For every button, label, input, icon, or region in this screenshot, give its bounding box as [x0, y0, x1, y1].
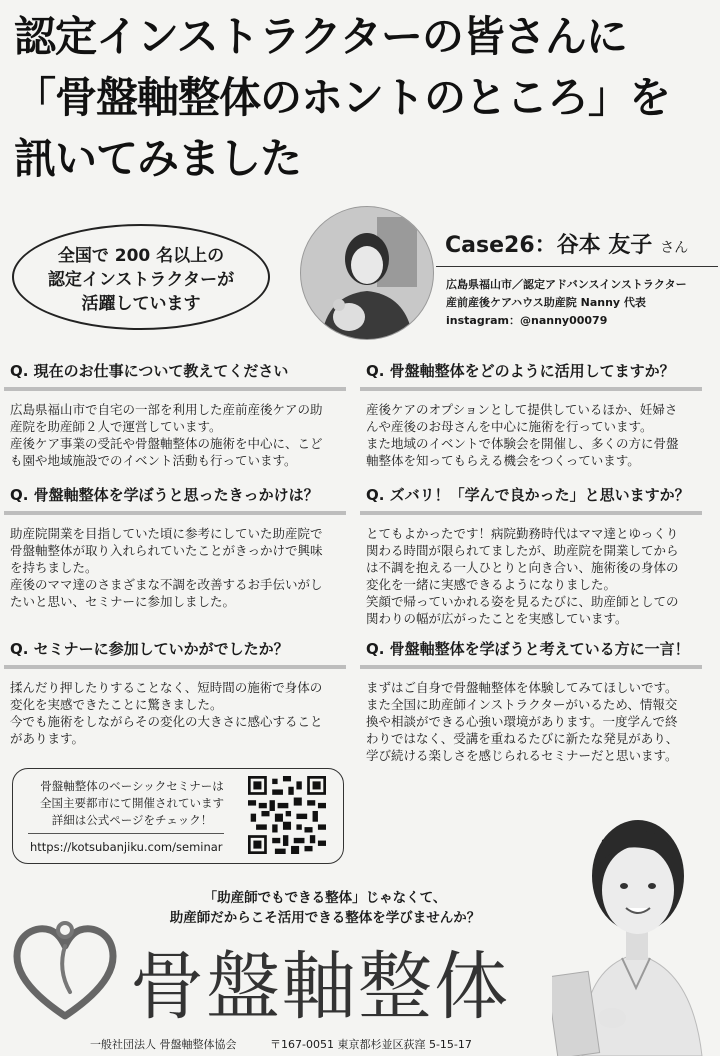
- answer-line: 助産院開業を目指していた頃に参考にしていた助産院で: [10, 526, 323, 541]
- nurse-photo: [552, 778, 720, 1056]
- seminar-divider: [28, 833, 224, 834]
- case-title: [445, 228, 688, 259]
- case-divider: [436, 266, 718, 267]
- answer-line: 今でも施術をしながらその変化の大きさに感心すること: [10, 714, 323, 729]
- answer-line: があります。: [10, 731, 85, 746]
- case-info: [446, 276, 687, 330]
- answer-line: 関わりの幅が広がったことを実感しています。: [366, 611, 628, 626]
- instructor-portrait-photo: [300, 206, 434, 340]
- answer-line: を持ちました。: [10, 560, 98, 575]
- answer-line: わりではなく、受講を重ねるたびに新たな発見があり、: [366, 731, 679, 746]
- question-heading: Q. 骨盤軸整体をどのように活用してますか？: [360, 356, 702, 391]
- answer-text: [360, 401, 702, 469]
- answer-line: 骨盤軸整体が取り入れられていたことがきっかけで興味: [10, 543, 323, 558]
- answer-text: [360, 525, 702, 627]
- seminar-url-link[interactable]: https://kotsubanjiku.com/seminar: [30, 840, 223, 854]
- footer-address: 〒167-0051 東京都杉並区荻窪 5-15-17: [270, 1038, 472, 1051]
- answer-line: 変化を実感できたことに驚きました。: [10, 697, 223, 712]
- answer-line: たいと思い、セミナーに参加しました。: [10, 594, 236, 609]
- question-heading: Q. 骨盤軸整体を学ぼうと考えている方に一言！: [360, 634, 702, 669]
- answer-line: 産院を助産師２人で運営しています。: [10, 419, 222, 434]
- answer-line: 笑顔で帰っていかれる姿を見るたびに、助産師としての: [366, 594, 679, 609]
- case-name: Case26：谷本 友子: [445, 233, 653, 258]
- question-heading: Q. ズバリ！「学んで良かった」と思いますか？: [360, 480, 702, 515]
- answer-line: また地域のイベントで体験会を開催し、多くの方に骨盤: [366, 436, 679, 451]
- answer-line: 広島県福山市で自宅の一部を利用した産前産後ケアの助: [10, 402, 323, 417]
- answer-line: また全国に助産師インストラクターがいるため、情報交: [366, 697, 678, 712]
- qa-was-it-good: [360, 480, 702, 627]
- footer-organization: 一般社団法人 骨盤軸整体協会: [90, 1038, 237, 1051]
- qr-code-icon[interactable]: [248, 776, 326, 854]
- seminar-line-3: 詳細は公式ページをチェック！: [51, 813, 213, 827]
- headline-line-1: 認定インストラクターの皆さんに: [14, 12, 627, 61]
- headline-line-3: 訊いてみました: [14, 134, 302, 183]
- call-to-action: [100, 888, 550, 928]
- qa-seminar-impression: [4, 634, 346, 747]
- headline-line-2: 「骨盤軸整体のホントのところ」を: [14, 73, 671, 122]
- cta-line-1: 「助産師でもできる整体」じゃなくて、: [203, 890, 447, 906]
- answer-line: 換や相談ができる心強い環境があります。一度学んで終: [366, 714, 678, 729]
- case-honorific: さん: [660, 240, 689, 256]
- question-heading: Q. 現在のお仕事について教えてください: [4, 356, 346, 391]
- question-heading: Q. 骨盤軸整体を学ぼうと思ったきっかけは？: [4, 480, 346, 515]
- case-instagram: instagram：@nanny00079: [446, 314, 608, 327]
- answer-text: [360, 679, 702, 764]
- answer-line: 関わる時間が限られてましたが、助産院を開業してから: [366, 543, 679, 558]
- qa-motivation: [4, 480, 346, 610]
- brand-logotype: 骨盤軸整体: [130, 944, 510, 1030]
- answer-line: 産後ケアのオプションとして提供しているほか、妊婦さ: [366, 402, 678, 417]
- answer-line: も園や地域施設でのイベント活動も行っています。: [10, 453, 297, 468]
- answer-line: は不調を抱える一人ひとりと向き合い、施術後の身体の: [366, 560, 679, 575]
- answer-line: 学び続ける楽しさを感じられるセミナーだと思います。: [366, 748, 678, 763]
- answer-line: まずはご自身で骨盤軸整体を体験してみてほしいです。: [366, 680, 678, 695]
- answer-line: 産後ケア事業の受託や骨盤軸整体の施術を中心に、こど: [10, 436, 323, 451]
- seminar-line-1: 骨盤軸整体のベーシックセミナーは: [40, 779, 224, 793]
- question-heading: Q. セミナーに参加していかがでしたか？: [4, 634, 346, 669]
- answer-line: とてもよかったです！病院勤務時代はママ達とゆっくり: [366, 526, 679, 541]
- portrait-figure-icon: [301, 207, 433, 339]
- qa-how-used: [360, 356, 702, 469]
- instructor-count-bubble: [12, 224, 270, 330]
- answer-text: [4, 525, 346, 610]
- qa-current-work: [4, 356, 346, 469]
- answer-text: [4, 679, 346, 747]
- bubble-line-2: 認定インストラクターが: [47, 270, 235, 290]
- heart-logo-icon: [10, 916, 120, 1026]
- seminar-info-text: [28, 778, 236, 829]
- case-organization: 産前産後ケアハウス助産院 Nanny 代表: [446, 296, 646, 309]
- answer-line: 揉んだり押したりすることなく、短時間の施術で身体の: [10, 680, 323, 695]
- bubble-line-3: 活躍しています: [81, 294, 201, 314]
- bubble-line-1: 全国で 200 名以上の: [57, 246, 225, 266]
- seminar-line-2: 全国主要都市にて開催されています: [40, 796, 224, 810]
- answer-text: [4, 401, 346, 469]
- headline: [14, 6, 714, 189]
- qa-message: [360, 634, 702, 764]
- case-location-role: 広島県福山市／認定アドバンスインストラクター: [446, 278, 687, 291]
- answer-line: 産後のママ達のさまざまな不調を改善するお手伝いがし: [10, 577, 323, 592]
- answer-line: 変化を一緒に実感できるようになりました。: [366, 577, 617, 592]
- answer-line: 軸整体を知ってもらえる機会をつくっています。: [366, 453, 640, 468]
- cta-line-2: 助産師だからこそ活用できる整体を学びませんか？: [169, 910, 481, 926]
- answer-line: んや産後のお母さんを中心に施術を行っています。: [366, 419, 653, 434]
